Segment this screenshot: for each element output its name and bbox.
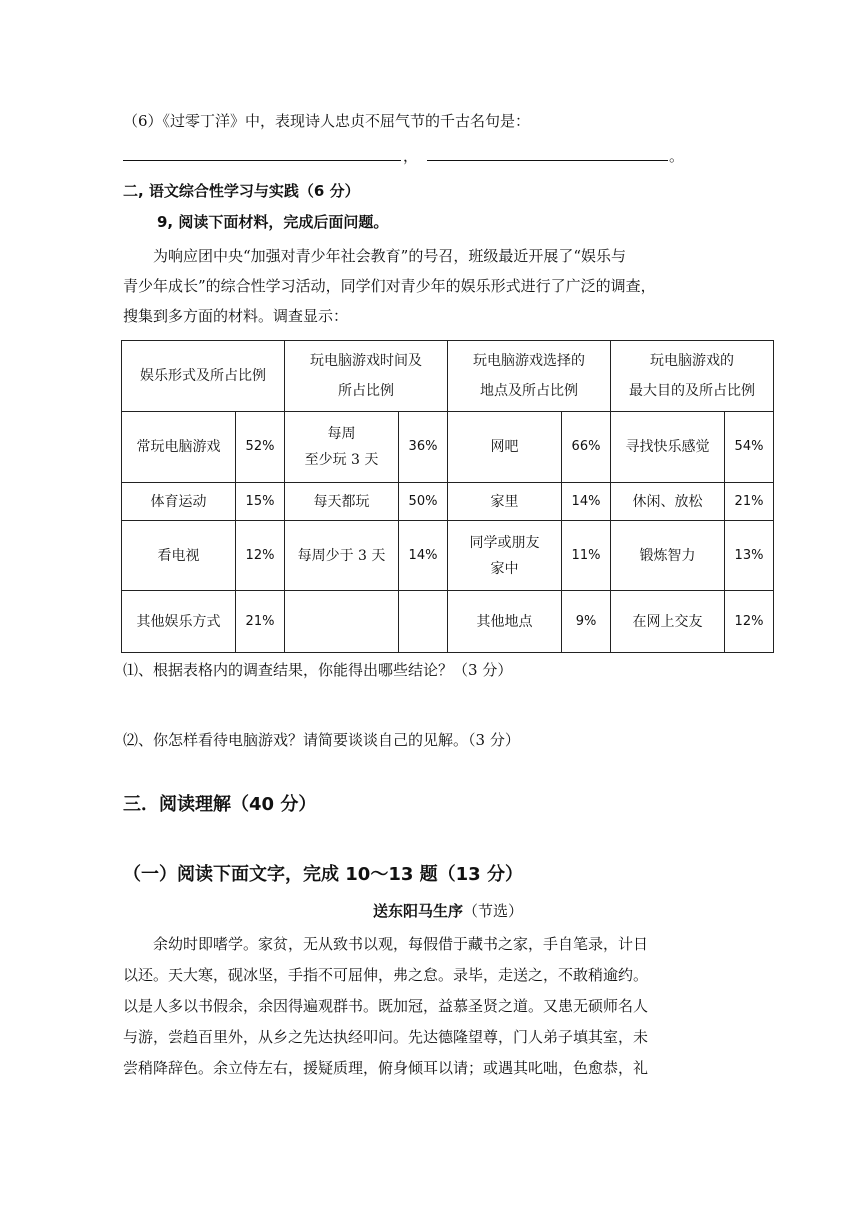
passage-line-4: 与游，尝趋百里外，从乡之先达执经叩问。先达德隆望尊，门人弟子填其室，未: [123, 1028, 649, 1046]
cell-entertainment: 其他娱乐方式: [122, 591, 236, 653]
passage-body: [123, 929, 737, 1084]
cell-pct: 12%: [725, 591, 774, 653]
q6-text: （6）《过零丁洋》中，表现诗人忠贞不屈气节的千古名句是：: [123, 112, 531, 130]
table-row: [122, 483, 774, 521]
passage-title: 送东阳马生序: [373, 902, 464, 920]
cell-entertainment: 看电视: [122, 521, 236, 591]
intro-line-1: 为响应团中央“加强对青少年社会教育”的号召，班级最近开展了“娱乐与: [153, 247, 627, 265]
part1-title: （一）阅读下面文字，完成 10～13 题（13 分）: [123, 864, 523, 885]
header-game-purpose: 玩电脑游戏的 最大目的及所占比例: [611, 341, 774, 412]
cell-pct: 21%: [725, 483, 774, 521]
cell-pct: 54%: [725, 412, 774, 483]
cell-pct: 13%: [725, 521, 774, 591]
cell-entertainment: 常玩电脑游戏: [122, 412, 236, 483]
sub-question-1: ⑴、根据表格内的调查结果，你能得出哪些结论？（3 分）: [123, 661, 513, 679]
cell-pct: 15%: [236, 483, 285, 521]
cell-game-time: [285, 591, 399, 653]
survey-table: [121, 340, 774, 653]
table-row: [122, 412, 774, 483]
table-row: [122, 521, 774, 591]
cell-game-place: 网吧: [448, 412, 562, 483]
cell-pct: 12%: [236, 521, 285, 591]
sub-question-2: ⑵、你怎样看待电脑游戏？请简要谈谈自己的见解。（3 分）: [123, 731, 520, 749]
cell-pct: 21%: [236, 591, 285, 653]
cell-pct: 50%: [399, 483, 448, 521]
cell-pct: 66%: [562, 412, 611, 483]
cell-pct: 52%: [236, 412, 285, 483]
header-game-time: 玩电脑游戏时间及 所占比例: [285, 341, 448, 412]
passage-line-3: 以是人多以书假余，余因得遍观群书。既加冠，益慕圣贤之道。又患无硕师名人: [123, 997, 649, 1015]
cell-entertainment: 体育运动: [122, 483, 236, 521]
cell-game-time: 每天都玩: [285, 483, 399, 521]
intro-line-3: 搜集到多方面的材料。调查显示：: [123, 307, 349, 325]
cell-game-place: 同学或朋友 家中: [448, 521, 562, 591]
q6-comma: ，: [403, 147, 419, 165]
answer-blank-2[interactable]: [427, 160, 668, 161]
cell-game-time: 每周少于 3 天: [285, 521, 399, 591]
cell-pct: 36%: [399, 412, 448, 483]
cell-pct: 9%: [562, 591, 611, 653]
cell-game-place: 家里: [448, 483, 562, 521]
cell-game-time: 每周 至少玩 3 天: [285, 412, 399, 483]
passage-line-1: 余幼时即嗜学。家贫，无从致书以观，每假借于藏书之家，手自笔录，计日: [153, 935, 649, 953]
cell-game-purpose: 锻炼智力: [611, 521, 725, 591]
cell-game-purpose: 寻找快乐感觉: [611, 412, 725, 483]
passage-heading: [373, 900, 523, 921]
passage-line-2: 以还。天大寒，砚冰坚，手指不可屈伸，弗之怠。录毕，走送之，不敢稍逾约。: [123, 966, 649, 984]
cell-pct: 14%: [399, 521, 448, 591]
cell-pct: [399, 591, 448, 653]
cell-game-purpose: 在网上交友: [611, 591, 725, 653]
intro-line-2: 青少年成长”的综合性学习活动，同学们对青少年的娱乐形式进行了广泛的调查，: [123, 277, 656, 295]
passage-note: （节选）: [463, 902, 524, 920]
passage-line-5: 尝稍降辞色。余立侍左右，援疑质理，俯身倾耳以请；或遇其叱咄，色愈恭，礼: [123, 1059, 649, 1077]
table-header-row: [122, 341, 774, 412]
q9-intro: [123, 241, 737, 331]
cell-game-place: 其他地点: [448, 591, 562, 653]
header-game-place: 玩电脑游戏选择的 地点及所占比例: [448, 341, 611, 412]
q6-period: 。: [669, 147, 685, 165]
cell-pct: 14%: [562, 483, 611, 521]
header-entertainment: 娱乐形式及所占比例: [122, 341, 285, 412]
table-row: [122, 591, 774, 653]
section3-title: 三．阅读理解（40 分）: [123, 794, 317, 815]
cell-game-purpose: 休闲、放松: [611, 483, 725, 521]
cell-pct: 11%: [562, 521, 611, 591]
q9-title: 9, 阅读下面材料，完成后面问题。: [157, 213, 389, 231]
section2-title: 二, 语文综合性学习与实践（6 分）: [123, 182, 360, 200]
answer-blank-1[interactable]: [123, 160, 401, 161]
